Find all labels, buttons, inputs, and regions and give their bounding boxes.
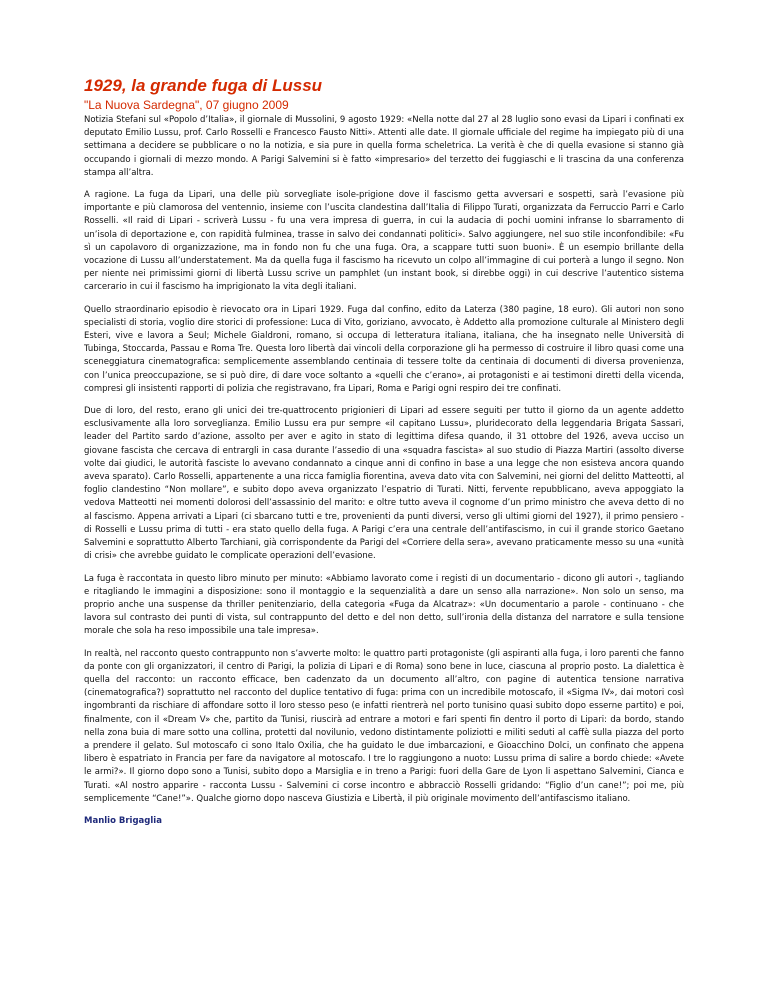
article-paragraph-5: La fuga è raccontata in questo libro minuto per minuto: «Abbiamo lavorato come i registi di un documentario - dicono gli autori -, tagliando e ritagliando le immagini a disposizione: sono il montaggio e la sequenzialità a dare un senso alla narrazione». Non solo un senso, ma proprio anche una suspense da thriller penitenziario, della categoria «Fuga da Alcatraz»: «Un documentario a parole - continuano - che lavora sul contrasto dei punti di vista, sul contrappunto del detto e del non detto, sull’ironia della distanza del narratore e sulla tensione morale che sola ha reso impossibile una tale impresa».	[84, 573, 684, 637]
article-paragraph-4: Due di loro, del resto, erano gli unici dei tre-quattrocento prigionieri di Lipari ad essere seguiti per tutto il giorno da un agente addetto esclusivamente alla loro sorveglianza. Emilio Lussu era pur sempre «il capitano Lussu», pluridecorato della leggendaria Brigata Sassari, leader del Partito sardo d’azione, assolto per aver e agito in stato di legittima difesa quando, il 31 ottobre del 1926, aveva ucciso un giovane fascista che cercava di entrargli in casa durante l’assedio di una «squadra fascista» al suo studio di Piazza Martiri (assolto diverse volte dai giudici, le autorità fasciste lo avevano condannato a cinque anni di confino in base a una legge che non esisteva ancora quando aveva sparato). Carlo Rosselli, appartenente a una ricca famiglia fiorentina, aveva dato vita con Salvemini, nei giorni del delitto Matteotti, al foglio clandestino “Non mollare”, e subito dopo aveva organizzato l’espatrio di Turati. Nitti, fervente repubblicano, aveva appoggiato la vedova Matteotti nei momenti dolorosi dell’assassinio del marito: e oltre tutto aveva il cognome d’un primo ministro che aveva detto di no al fascismo. Appena arrivati a Lipari (ci sbarcano tutti e tre, provenienti da punti diversi, verso gli ultimi giorni del 1927), il primo pensiero - di Rosselli e Lussu prima di tutti - era stato quello della fuga. A Parigi c’era una centrale dell’antifascismo, in cui il grande storico Gaetano Salvemini e soprattutto Alberto Tarchiani, già corrispondente da Parigi del «Corriere della sera», avevano praticamente messo su una «unità di crisi» che avrebbe guidato le complicate operazioni dell’evasione.	[84, 406, 684, 562]
article-paragraph-2: A ragione. La fuga da Lipari, una delle più sorvegliate isole-prigione dove il fascismo getta avversari e sospetti, sarà l’evasione più importante e più clamorosa del ventennio, insieme con l’uscita clandestina dall’Italia di Filippo Turati, organizzata da Ferruccio Parri e Carlo Rosselli. «Il raid di Lipari - scriverà Lussu - fu una vera impresa di guerra, in cui la audacia di pochi uomini infranse lo sbarramento di un’isola di deportazione e, con rapidità fulminea, trasse in salvo dei condannati politici». Salvo aggiungere, nel suo stile inconfondibile: «Fu sì un capolavoro di organizzazione, ma in fondo non fu che una fuga. Ora, a scappare tutti suon buoni». È un esempio brillante della vocazione di Lussu all’understatement. Ma da quella fuga il fascismo ha ricevuto un colpo all’immagine di cui porterà a lungo il segno. Non per niente nei primissimi giorni di libertà Lussu scrive un pamphlet (un instant book, si direbbe oggi) in cui descrive l’autentico sistema carcerario in cui il fascismo ha imprigionato la vita degli italiani.	[84, 190, 684, 293]
article-paragraph-6: In realtà, nel racconto questo contrappunto non s’avverte molto: le quattro parti protagoniste (gli aspiranti alla fuga, i loro parenti che fanno da ponte con gli organizzatori, il centro di Parigi, la polizia di Lipari e di Roma) sono bene in luce, ciascuna al proprio posto. La dialettica è quella del racconto: un racconto efficace, ben cadenzato da un documento all’altro, con pagine di autentica tensione narrativa (cinematografica?) soprattutto nel racconto del duplice tentativo di fuga: prima con un incredibile motoscafo, il «Sigma IV», dai motori così ingombranti da rischiare di affondare sotto il loro stesso peso (e infatti rientrerà nel porto tunisino quasi subito dopo esserne partito) e poi, finalmente, con il «Dream V» che, partito da Tunisi, riuscirà ad entrare a motori e fari spenti fin dentro il porto di Lipari: da bordo, stando nella zona buia di mare sotto una collina, protetti dal novilunio, vedono distintamente poliziotti e militi seduti al caffè sulla piazza del porto a prendere il gelato. Sul motoscafo ci sono Italo Oxilia, che ha guidato le due imbarcazioni, e Gioacchino Dolci, un confinato che appena libero è espatriato in Francia per fare da navigatore al motoscafo. I tre lo raggiungono a nuoto: Lussu prima di salire a bordo chiede: «Avete le armi?». Il giorno dopo sono a Tunisi, subito dopo a Marsiglia e in treno a Parigi: fuori della Gare de Lyon li aspettano Salvemini, Cianca e Turati. «Al nostro apparire - racconta Lussu - Salvemini ci corse incontro e abbracciò Rosselli gridando: “Figlio d’un cane!”; poi me, più semplicemente “Cane!”». Qualche giorno dopo nasceva Giustizia e Libertà, il più originale movimento dell’antifascismo italiano.	[84, 648, 684, 804]
article-source: "La Nuova Sardegna", 07 giugno 2009	[84, 98, 289, 112]
article-paragraph-1: Notizia Stefani sul «Popolo d’Italia», il giornale di Mussolini, 9 agosto 1929: «Nella notte dal 27 al 28 luglio sono evasi da Lipari i confinati ex deputato Emilio Lussu, prof. Carlo Rosselli e Francesco Fausto Nitti». Attenti alle date. Il giornale ufficiale del regime ha impiegato più di una settimana a decidere se pubblicare o no la notizia, e sia pure in quella forma scheletrica. La verità è che di quella evasione si stanno già occupando i giornali di mezzo mondo. A Parigi Salvemini si è fatto «impresario» del terzetto dei fuggiaschi e li trascina da una conferenza stampa all’altra.	[84, 115, 684, 178]
article	[84, 76, 684, 828]
article-author: Manlio Brigaglia	[84, 815, 162, 826]
article-paragraph-3: Quello straordinario episodio è rievocato ora in Lipari 1929. Fuga dal confino, edito da Laterza (380 pagine, 18 euro). Gli autori non sono specialisti di storia, voglio dire storici di professione: Luca di Vito, goriziano, avvocato, è Addetto alla promozione culturale al Ministero degli Esteri, vive e lavora a Seul; Michele Gialdroni, romano, si occupa di letteratura italiana, italiana, che ha insegnato nelle Università di Tubinga, Stoccarda, Passau e Roma Tre. Questa loro libertà dai vincoli della corporazione gli ha permesso di costruire il libro quasi come una sceneggiatura cinematografica: semplicemente assemblando centinaia di tessere tolte da centinaia di documenti di diversa provenienza, con l’unica preoccupazione, se si può dire, di dare voce soltanto a «quelli che c’erano», ai protagonisti e ai testimoni diretti della vicenda, compresi gli insistenti rapporti di polizia che registravano, fra Lipari, Roma e Parigi ogni respiro dei tre confinati.	[84, 304, 684, 394]
article-title: 1929, la grande fuga di Lussu	[84, 76, 323, 95]
